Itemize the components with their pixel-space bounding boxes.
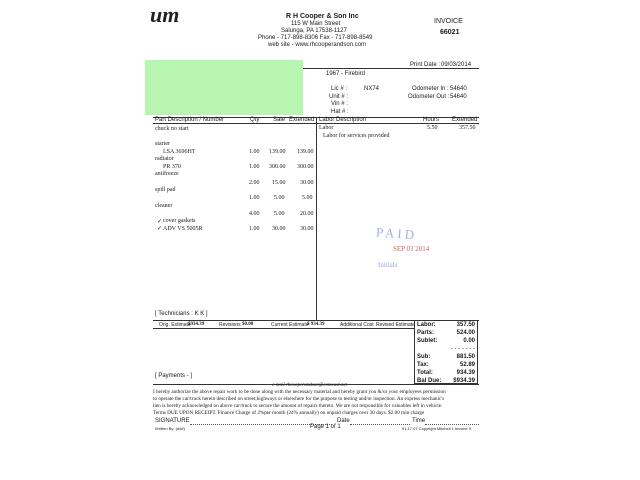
part-line: chuck no start xyxy=(155,126,189,132)
print-date: 09/03/2014 xyxy=(441,62,472,68)
legal-line: Terms DUE UPON RECEIPT. Finance Charge of 2%per month (24% annually) on unpaid charges over 30 days. $2.00 min charge xyxy=(153,410,425,416)
legal-line: to operate the car/truck herein described on street,highways or elsewhere for the purpose to testing and/or inspection. An express mechanic's xyxy=(153,396,445,402)
time-label: Time xyxy=(412,418,426,424)
part-line: spill pad xyxy=(155,187,176,193)
hat-label: Hat # : xyxy=(331,109,349,115)
revisions-value: $0.00 xyxy=(242,322,254,327)
labor-header-description: Labor Description xyxy=(319,117,367,123)
shop-phone: Phone - 717-898-8306 Fax - 717-898-8549 xyxy=(258,35,373,41)
totals-value: 52.89 xyxy=(459,362,475,368)
invoice-number: 66021 xyxy=(440,29,460,36)
part-extended: 30.00 xyxy=(300,226,314,232)
part-line: radiator xyxy=(155,156,174,162)
odometer-out-value: 54640 xyxy=(450,94,467,100)
labor-extended: 357.50 xyxy=(459,125,476,131)
part-sale: 300.00 xyxy=(269,164,286,170)
labor-header-hours: Hours xyxy=(423,117,440,123)
current-estimate-label: Current Estimate xyxy=(271,322,309,328)
additional-cost-label: Additional Cost xyxy=(340,322,374,328)
revisions-label: Revisions xyxy=(219,322,241,328)
part-line: PR 370 xyxy=(163,164,181,170)
totals-value: 0.00 xyxy=(463,338,475,344)
paid-stamp: PAID xyxy=(375,224,418,243)
parts-header-extended: Extended xyxy=(289,117,315,123)
totals-label: Sublet: xyxy=(417,338,438,344)
part-sale: 139.00 xyxy=(269,149,286,155)
parts-header-description: Part Description / Number xyxy=(155,117,225,123)
invoice-label: INVOICE xyxy=(434,18,463,25)
part-line: starter xyxy=(155,141,170,147)
part-line: LSA 3696HT xyxy=(163,149,196,155)
totals-label: Parts: xyxy=(417,330,435,336)
part-line: cleaner xyxy=(155,203,173,209)
totals-value: 524.00 xyxy=(456,330,475,336)
part-line: antifreeze xyxy=(155,171,179,177)
part-sale: 5.00 xyxy=(274,195,285,201)
copyright: 01.17.07 Copyright Mitchell 1 Invoice II xyxy=(402,426,471,431)
part-extended: 20.00 xyxy=(300,211,314,217)
part-qty: 4.00 xyxy=(249,211,260,217)
totals-label: Bal Due: xyxy=(417,378,442,384)
part-qty: 2.00 xyxy=(249,180,260,186)
totals-value: 357.50 xyxy=(456,322,475,328)
part-sale: 30.00 xyxy=(272,226,286,232)
totals-separator: - - - - - - - xyxy=(451,346,475,352)
shop-address2: Salunga, PA 17538-1127 xyxy=(281,28,347,34)
payments: [ Payments - ] xyxy=(155,373,193,379)
lic-label: Lic # : xyxy=(331,86,348,92)
legal-line: lien is hereby acknowledged on above car/truck to secure the amount of repairs thereto. We are not responsible for valuables left in vehicle. xyxy=(153,403,443,409)
balance-due-value: $934.39 xyxy=(453,378,475,384)
part-sale: 15.00 xyxy=(272,180,286,186)
technicians: [ Technicians : K K ] xyxy=(155,311,208,317)
totals-value: 881.50 xyxy=(456,354,475,360)
part-qty: 1.00 xyxy=(249,226,260,232)
page-number: Page 1 of 1 xyxy=(310,424,341,430)
redacted-customer-block xyxy=(145,60,303,115)
unit-label: Unit # : xyxy=(329,94,349,100)
lic-value: NX74 xyxy=(364,86,380,92)
handwritten-initials: um xyxy=(150,2,180,27)
parts-header-qty: Qty xyxy=(250,117,260,123)
signature-label: SIGNATURE xyxy=(155,418,190,424)
date-label: Date xyxy=(337,418,350,424)
shop-address1: 115 W Main Street xyxy=(291,21,341,27)
check-mark: ✓ xyxy=(157,219,163,225)
legal-line: I hereby authorize the above repair work to be done along with the necessary material and hereby grant you &/or your employees permission xyxy=(153,389,446,395)
part-qty: 1.00 xyxy=(249,195,260,201)
paid-stamp-date: SEP 03 2014 xyxy=(393,245,430,253)
part-qty: 1.00 xyxy=(249,164,260,170)
parts-header-sale: Sale xyxy=(273,117,286,123)
odometer-in-label: Odometer In : xyxy=(412,86,449,92)
vin-label: Vin # : xyxy=(331,101,348,107)
shop-email: e-mail rhcooperandson@comcast.net xyxy=(272,383,348,388)
labor-note: Labor for services provided xyxy=(323,133,390,139)
labor-hours: 5.50 xyxy=(427,125,438,131)
totals-label xyxy=(415,345,446,353)
part-extended: 30.00 xyxy=(300,180,314,186)
orig-estimate-label: Orig. Estimate xyxy=(159,322,191,328)
paid-stamp-initials: Initials xyxy=(378,261,398,269)
part-qty: 1.00 xyxy=(249,149,260,155)
orig-estimate-value: $934.39 xyxy=(188,322,205,327)
totals-value: 934.39 xyxy=(456,370,475,376)
part-line: cover gaskets xyxy=(163,218,196,224)
odometer-out-label: Odometer Out : xyxy=(408,94,450,100)
labor-header-extended: Extended xyxy=(452,117,478,123)
part-sale: 5.00 xyxy=(274,211,285,217)
labor-title: Labor xyxy=(319,125,334,131)
shop-name: R H Cooper & Son Inc xyxy=(286,13,359,20)
totals-label: Tax: xyxy=(417,362,429,368)
totals-label: Labor: xyxy=(417,322,436,328)
odometer-in-value: 54640 xyxy=(450,86,467,92)
totals-box xyxy=(414,320,478,384)
totals-label: Total: xyxy=(417,370,433,376)
check-mark: ✓ xyxy=(157,226,163,232)
part-extended: 139.00 xyxy=(297,149,314,155)
part-extended: 300.00 xyxy=(297,164,314,170)
totals-label: Sub: xyxy=(417,354,431,360)
print-date-label: Print Date : xyxy=(410,62,441,68)
part-line: ADV VS 5005R xyxy=(163,226,203,232)
current-estimate-value: $ 934.39 xyxy=(307,322,325,327)
revised-estimate-label: Revised Estimate xyxy=(376,322,415,328)
shop-website: web site - www.rhcooperandson.com xyxy=(268,42,367,48)
part-extended: 5.00 xyxy=(302,195,313,201)
vehicle-description: 1967 - Firebird xyxy=(326,71,366,77)
written-by: Written By: (###) xyxy=(155,426,185,431)
